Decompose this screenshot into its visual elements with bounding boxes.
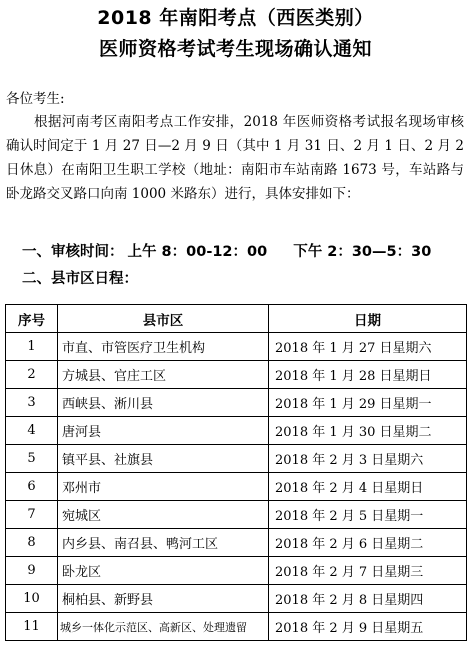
- row-date: 2018 年 1 月 28 日星期日: [269, 361, 467, 389]
- table-row: [6, 529, 467, 557]
- schedule-table: [5, 304, 467, 641]
- row-date: 2018 年 2 月 5 日星期一: [269, 501, 467, 529]
- table-row: [6, 445, 467, 473]
- row-no: 4: [6, 417, 58, 445]
- row-no: 11: [6, 613, 58, 641]
- row-date: 2018 年 2 月 6 日星期二: [269, 529, 467, 557]
- review-time-morning: 上午 8：00-12：00: [127, 244, 268, 260]
- table-row: [6, 557, 467, 585]
- table-row: [6, 389, 467, 417]
- row-area: 唐河县: [58, 417, 269, 445]
- intro-paragraph: 根据河南考区南阳考点工作安排，2018 年医师资格考试报名现场审核确认时间定于 1 月 27 日—2 月 9 日（其中 1 月 31 日、2 月 1 日、2 月 2 日休息）在南阳卫生职工学校（地址：南阳市车站南路 1673 号，车站路与卧龙路交叉路口向南 1000 米路东）进行，具体安排如下：: [6, 114, 464, 202]
- table-row: [6, 585, 467, 613]
- review-time-heading: [22, 241, 431, 263]
- row-date: 2018 年 2 月 9 日星期五: [269, 613, 467, 641]
- header-date: 日期: [269, 305, 467, 333]
- header-no: 序号: [6, 305, 58, 333]
- table-row: [6, 417, 467, 445]
- row-area: 城乡一体化示范区、高新区、处理遗留: [58, 613, 269, 641]
- row-no: 10: [6, 585, 58, 613]
- row-no: 2: [6, 361, 58, 389]
- row-date: 2018 年 2 月 3 日星期六: [269, 445, 467, 473]
- row-no: 8: [6, 529, 58, 557]
- row-area: 卧龙区: [58, 557, 269, 585]
- notice-title-line1: 2018 年南阳考点（西医类别）: [97, 7, 374, 29]
- row-no: 7: [6, 501, 58, 529]
- review-time-afternoon: 下午 2：30—5：30: [293, 244, 432, 260]
- row-date: 2018 年 1 月 29 日星期一: [269, 389, 467, 417]
- row-no: 3: [6, 389, 58, 417]
- schedule-heading: 二、县市区日程：: [22, 271, 138, 287]
- row-date: 2018 年 2 月 4 日星期日: [269, 473, 467, 501]
- table-row: [6, 613, 467, 641]
- row-area: 邓州市: [58, 473, 269, 501]
- row-area: 方城县、官庄工区: [58, 361, 269, 389]
- table-row: [6, 333, 467, 361]
- greeting: 各位考生:: [6, 91, 65, 107]
- row-no: 1: [6, 333, 58, 361]
- row-area: 西峡县、淅川县: [58, 389, 269, 417]
- row-date: 2018 年 1 月 30 日星期二: [269, 417, 467, 445]
- header-area: 县市区: [58, 305, 269, 333]
- row-area: 桐柏县、新野县: [58, 585, 269, 613]
- row-date: 2018 年 1 月 27 日星期六: [269, 333, 467, 361]
- row-no: 9: [6, 557, 58, 585]
- row-area: 镇平县、社旗县: [58, 445, 269, 473]
- row-no: 5: [6, 445, 58, 473]
- review-time-label: 一、审核时间：: [22, 244, 124, 260]
- row-date: 2018 年 2 月 8 日星期四: [269, 585, 467, 613]
- row-date: 2018 年 2 月 7 日星期三: [269, 557, 467, 585]
- row-area: 市直、市管医疗卫生机构: [58, 333, 269, 361]
- row-area: 内乡县、南召县、鸭河工区: [58, 529, 269, 557]
- row-no: 6: [6, 473, 58, 501]
- row-area: 宛城区: [58, 501, 269, 529]
- table-header-row: [6, 305, 467, 333]
- table-row: [6, 361, 467, 389]
- notice-title-line2: 医师资格考试考生现场确认通知: [98, 38, 372, 60]
- table-row: [6, 501, 467, 529]
- table-row: [6, 473, 467, 501]
